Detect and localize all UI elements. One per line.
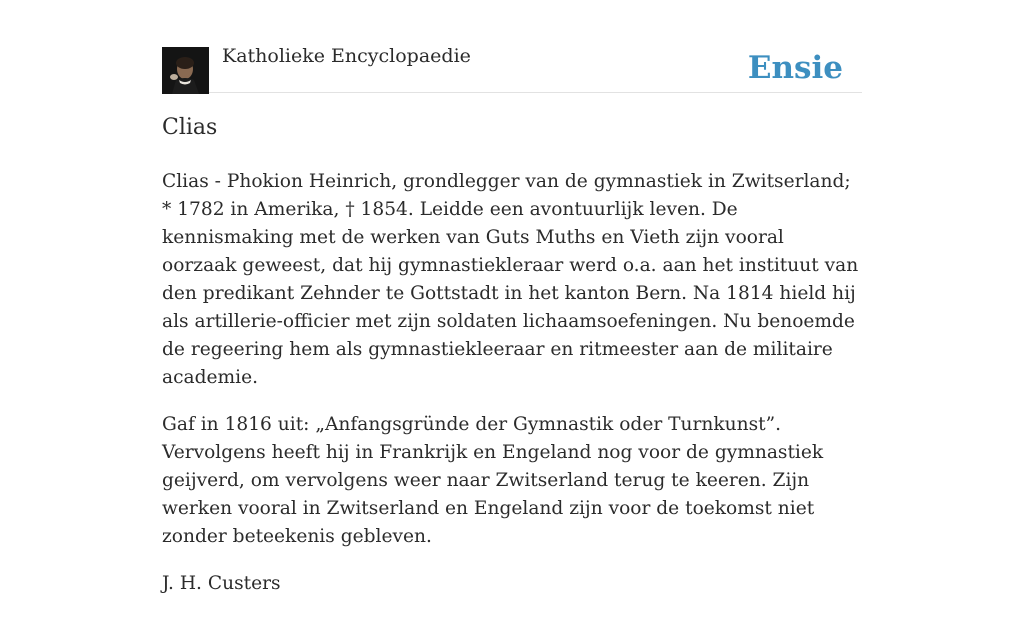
avatar[interactable] [162,47,209,94]
portrait-icon [162,47,209,94]
article-paragraph: Clias - Phokion Heinrich, grondlegger van de gymnastiek in Zwitserland; * 1782 in Amerika, † 1854. Leidde een avontuurlijk leven. De kennismaking met de werken van Guts Muths en Vieth zijn vooral oorzaak geweest, dat hij gymnastiekleraar werd o.a. aan het instituut van den predikant Zehnder te Gottstadt in het kanton Bern. Na 1814 hield hij als artillerie-officier met zijn soldaten lichaamsoefeningen. Nu benoemde de regeering hem als gymnastiekleeraar en ritmeester aan de militaire academie. [162,171,859,388]
page-container [162,0,862,594]
article-paragraph: Gaf in 1816 uit: „Anfangsgründe der Gymnastik oder Turnkunst”. Vervolgens heeft hij in Frankrijk en Engeland nog voor de gymnastiek geijverd, om vervolgens weer naar Zwitserland terug te keeren. Zijn werken vooral in Zwitserland en Engeland zijn voor de toekomst niet zonder beteekenis gebleven. [162,414,824,547]
header [162,0,862,93]
brand-logo[interactable]: Ensie [747,50,843,86]
article-author: J. H. Custers [162,573,281,594]
article-body [162,168,862,617]
page-title: Clias [162,115,218,140]
site-name[interactable]: Katholieke Encyclopaedie [222,45,471,67]
